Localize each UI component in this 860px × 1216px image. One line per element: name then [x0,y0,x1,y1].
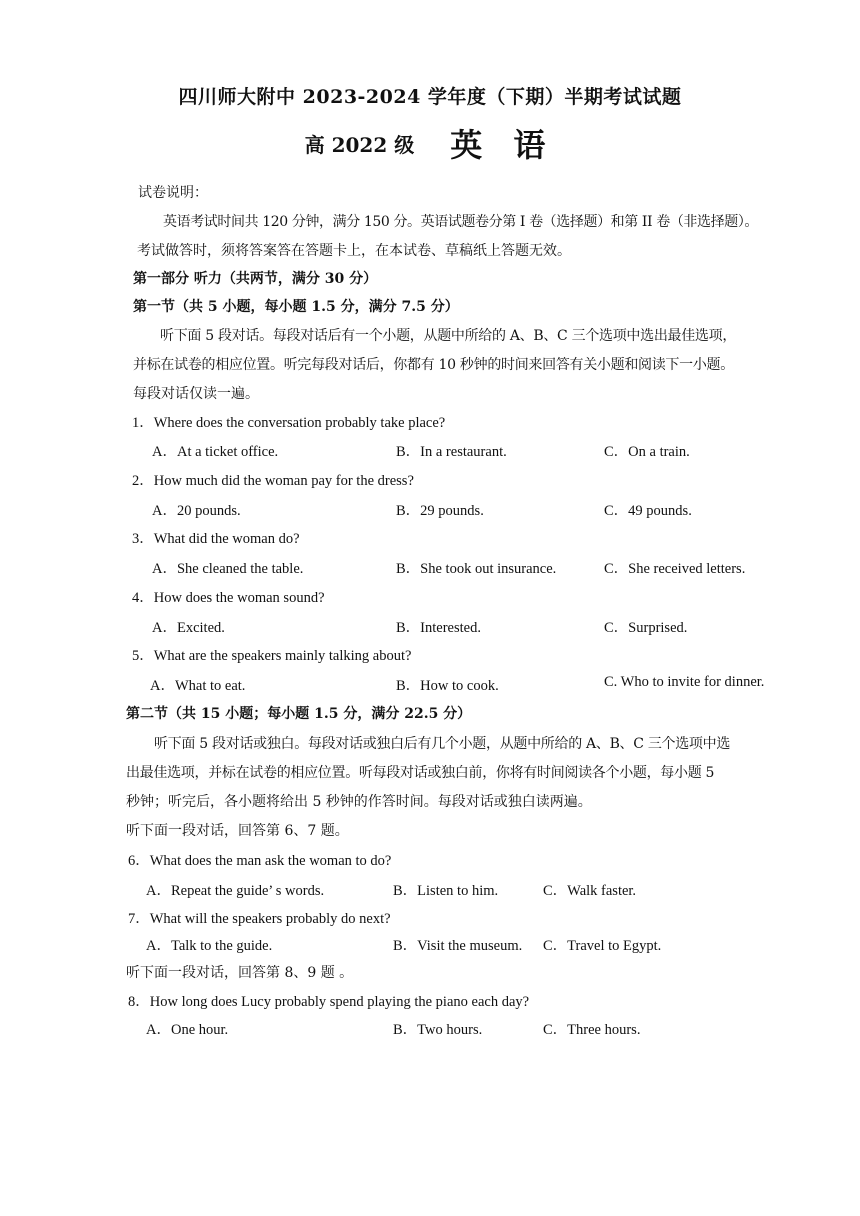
q2-option-a: A．20 pounds. [152,503,241,519]
q4-option-b: B．Interested. [396,620,481,636]
instructions-heading: 试卷说明： [138,185,208,201]
q6-option-b: B．Listen to him. [393,883,499,899]
question-2: 2．How much did the woman pay for the dress? [132,473,414,489]
q4-option-a: A．Excited. [152,620,225,636]
part1-heading: 第一部分 听力（共两节，满分 30 分） [133,271,378,287]
section2-directions-1: 听下面 5 段对话或独白。每段对话或独白后有几个小题，从题中所给的 A、B、C 三个选项中选 [154,736,731,752]
section1-heading: 第一节（共 5 小题，每小题 1.5 分，满分 7.5 分） [133,299,459,315]
grade-label: 高 2022 级 [304,132,415,157]
section1-directions-3: 每段对话仅读一遍。 [133,386,259,402]
q7-option-c: C．Travel to Egypt. [543,938,662,954]
q3-option-c: C．She received letters. [604,561,746,577]
q8-option-c: C．Three hours. [543,1022,641,1038]
exam-subtitle [0,120,860,166]
exam-title: 四川师大附中 2023-2024 学年度（下期）半期考试试题 [178,86,682,108]
q3-option-a: A．She cleaned the table. [152,561,304,577]
q1-option-a: A．At a ticket office. [152,444,279,460]
q8-option-a: A．One hour. [146,1022,229,1038]
q3-option-b: B．She took out insurance. [396,561,557,577]
section2-heading: 第二节（共 15 小题；每小题 1.5 分，满分 22.5 分） [126,706,472,722]
q5-option-a: A．What to eat. [150,678,246,694]
q5-option-c: C. Who to invite for dinner. [604,674,765,690]
q8-option-b: B．Two hours. [393,1022,483,1038]
dialogue-prompt-8-9: 听下面一段对话，回答第 8、9 题 。 [126,965,354,981]
q7-option-a: A．Talk to the guide. [146,938,273,954]
subject-label: 英 语 [450,126,556,164]
question-7: 7．What will the speakers probably do next? [128,911,391,927]
q1-option-b: B．In a restaurant. [396,444,507,460]
section1-directions-1: 听下面 5 段对话。每段对话后有一个小题，从题中所给的 A、B、C 三个选项中选出最佳选项， [160,328,737,344]
q2-option-c: C．49 pounds. [604,503,692,519]
q4-option-c: C．Surprised. [604,620,688,636]
instructions-line1: 英语考试时间共 120 分钟，满分 150 分。英语试题卷分第 I 卷（选择题）和第 II 卷（非选择题）。 [163,214,759,230]
q7-option-b: B．Visit the museum. [393,938,523,954]
instructions-line2: 考试做答时，须将答案答在答题卡上，在本试卷、草稿纸上答题无效。 [137,243,571,259]
question-8: 8．How long does Lucy probably spend playing the piano each day? [128,994,530,1010]
question-5: 5．What are the speakers mainly talking about? [132,648,412,664]
question-3: 3．What did the woman do? [132,531,300,547]
question-1: 1．Where does the conversation probably take place? [132,415,446,431]
section1-directions-2: 并标在试卷的相应位置。听完每段对话后，你都有 10 秒钟的时间来回答有关小题和阅读下一小题。 [133,357,734,373]
q2-option-b: B．29 pounds. [396,503,484,519]
q1-option-c: C．On a train. [604,444,690,460]
question-6: 6．What does the man ask the woman to do? [128,853,392,869]
q5-option-b: B．How to cook. [396,678,499,694]
q6-option-c: C．Walk faster. [543,883,637,899]
section2-directions-2: 出最佳选项，并标在试卷的相应位置。听每段对话或独白前，你将有时间阅读各个小题，每小题 5 [126,765,715,781]
q6-option-a: A．Repeat the guide’ s words. [146,883,325,899]
section2-directions-3: 秒钟；听完后，各小题将给出 5 秒钟的作答时间。每段对话或独白读两遍。 [126,794,592,810]
question-4: 4．How does the woman sound? [132,590,325,606]
dialogue-prompt-6-7: 听下面一段对话，回答第 6、7 题。 [126,823,349,839]
